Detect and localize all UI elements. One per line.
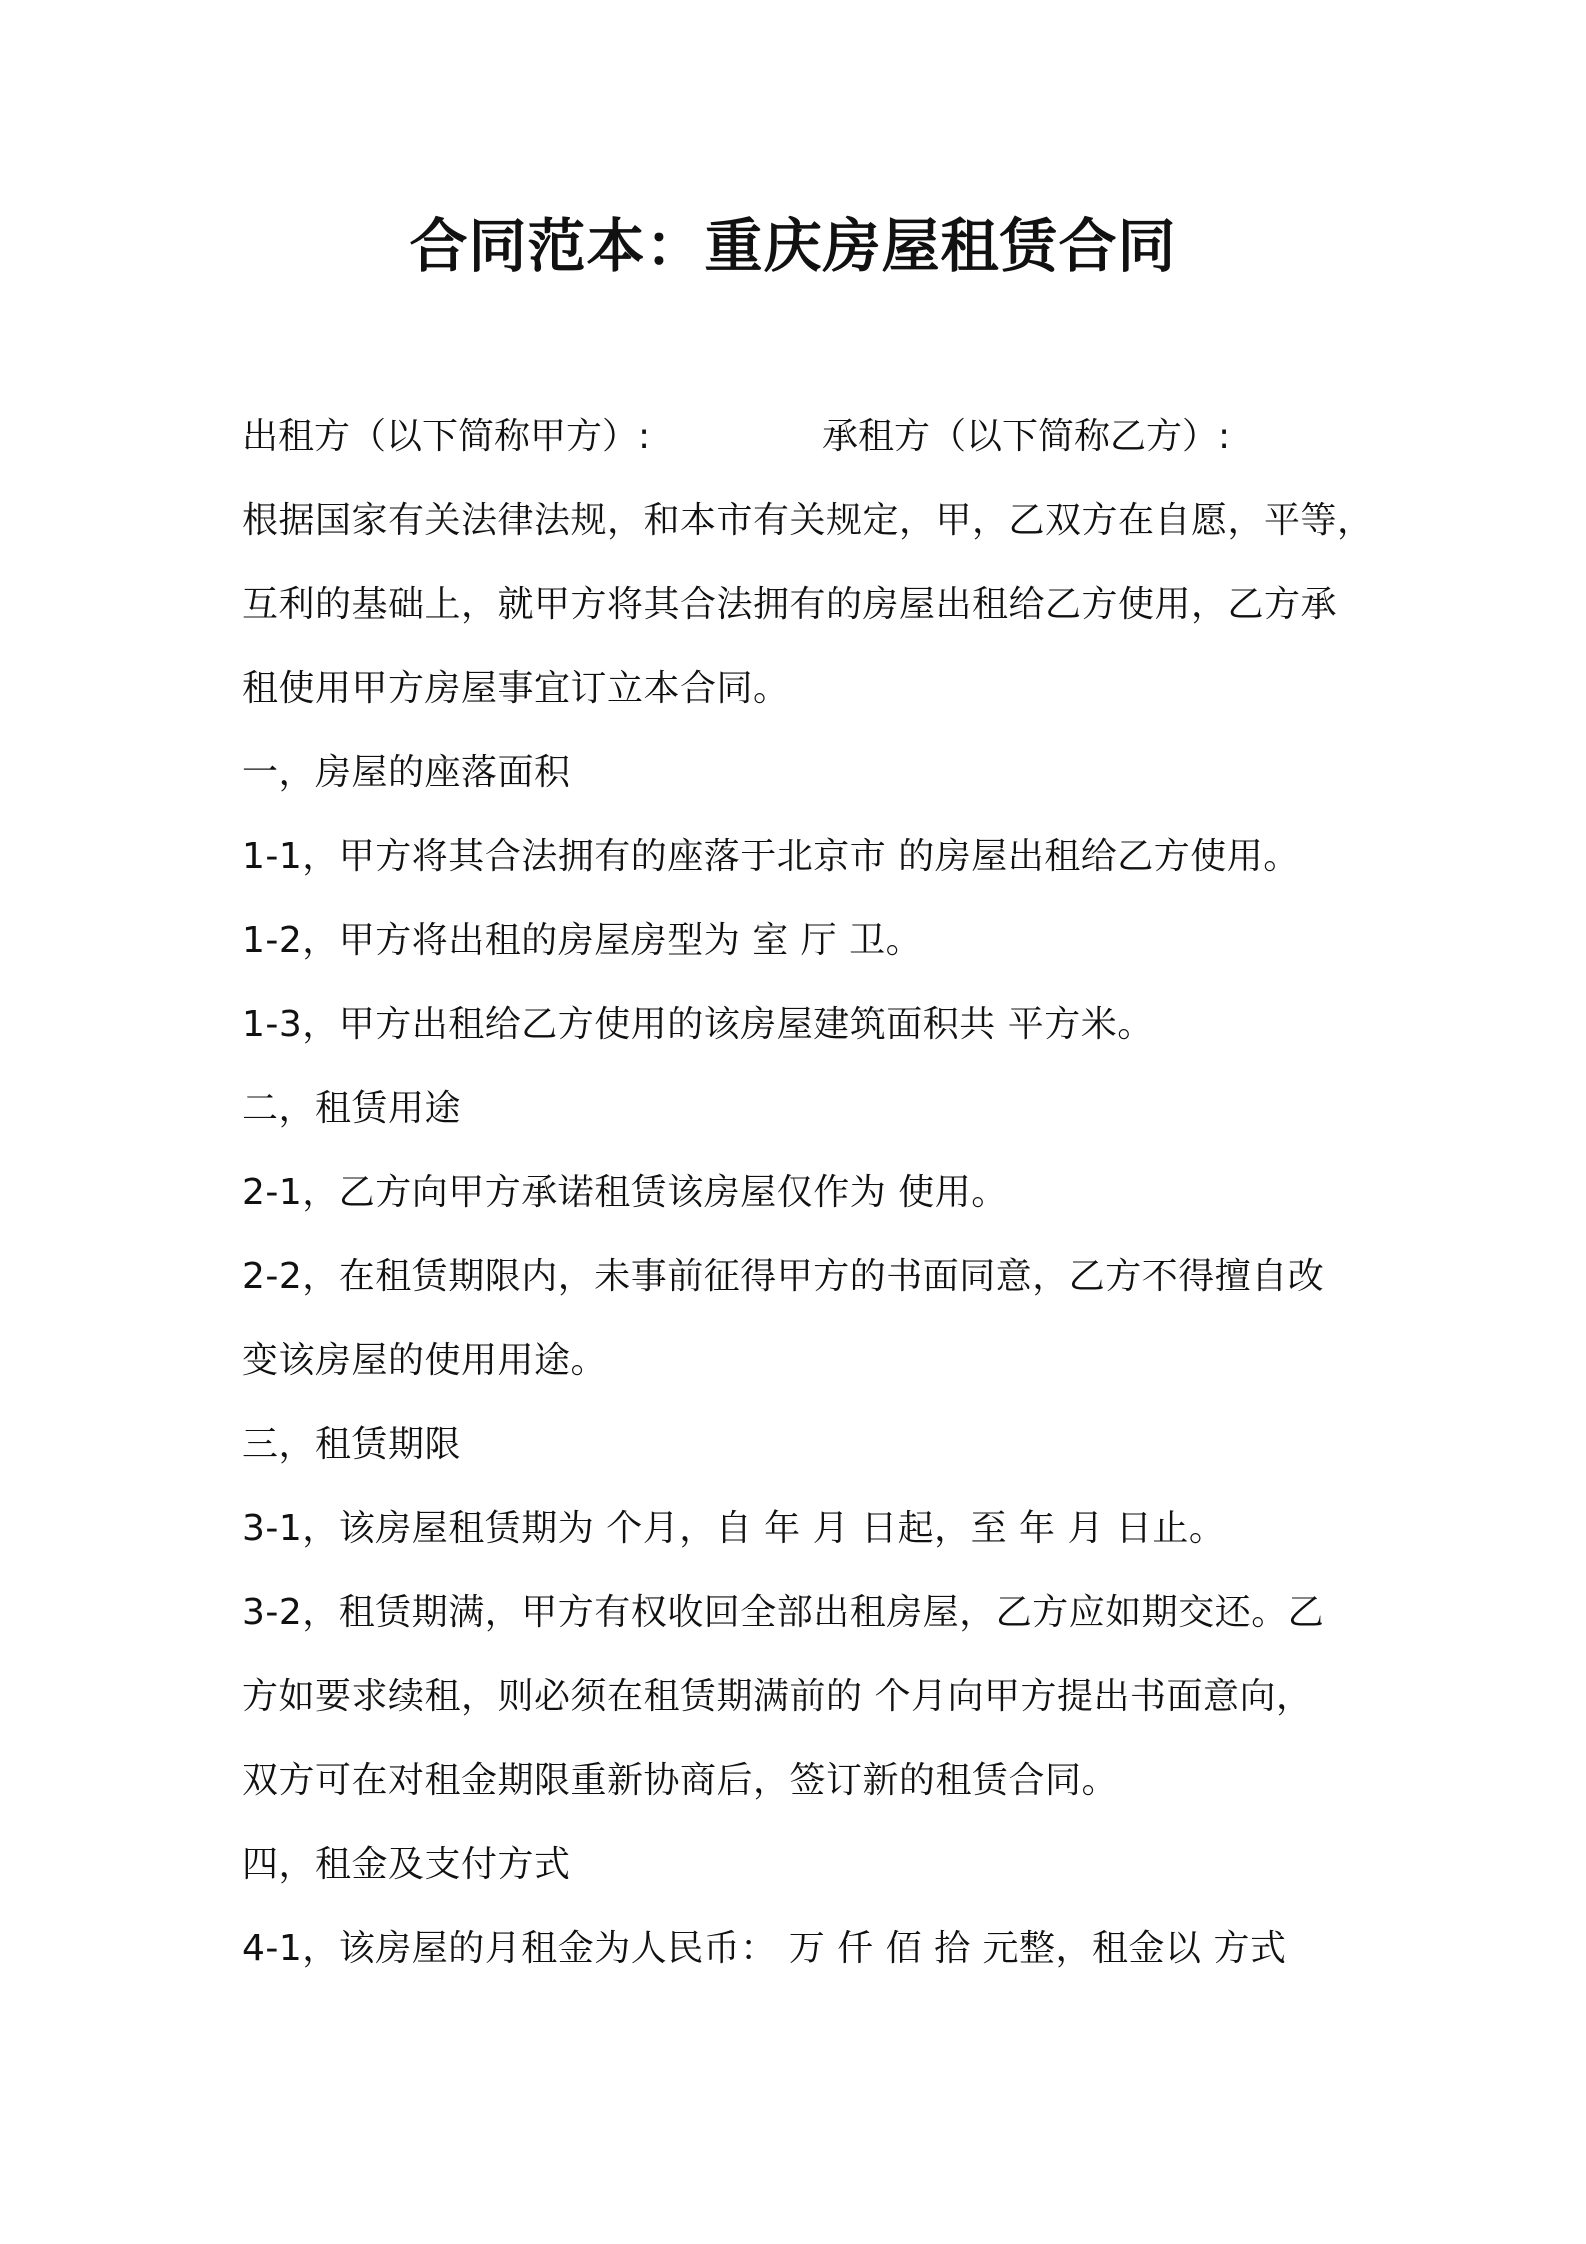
clause-line: 3-2，租赁期满，甲方有权收回全部出租房屋，乙方应如期交还。乙	[242, 1592, 1325, 1633]
section-heading: 三，租赁期限	[242, 1424, 462, 1465]
section-heading: 四，租金及支付方式	[242, 1844, 571, 1885]
lessee-label: 承租方（以下简称乙方）:	[822, 416, 1231, 457]
clause-line: 1-3，甲方出租给乙方使用的该房屋建筑面积共 平方米。	[242, 1004, 1154, 1045]
document-title: 合同范本：重庆房屋租赁合同	[409, 212, 1177, 280]
section-heading: 二，租赁用途	[242, 1088, 462, 1129]
clause-line: 方如要求续租，则必须在租赁期满前的 个月向甲方提出书面意向，	[242, 1676, 1313, 1717]
clause-line: 双方可在对租金期限重新协商后，签订新的租赁合同。	[242, 1760, 1119, 1801]
clause-line: 1-1，甲方将其合法拥有的座落于北京市 的房屋出租给乙方使用。	[242, 836, 1300, 877]
clause-line: 变该房屋的使用用途。	[242, 1340, 608, 1381]
clause-line: 2-1，乙方向甲方承诺租赁该房屋仅作为 使用。	[242, 1172, 1008, 1213]
clause-line: 3-1，该房屋租赁期为 个月，自 年 月 日起，至 年 月 日止。	[242, 1508, 1226, 1549]
body-line: 租使用甲方房屋事宜订立本合同。	[242, 668, 790, 709]
section-heading: 一，房屋的座落面积	[242, 752, 571, 793]
lessor-label: 出租方（以下简称甲方）:	[242, 416, 651, 457]
clause-line: 4-1，该房屋的月租金为人民币： 万 仟 佰 拾 元整，租金以 方式	[242, 1928, 1287, 1969]
body-line: 根据国家有关法律法规，和本市有关规定，甲，乙双方在自愿，平等，	[242, 500, 1374, 541]
clause-line: 1-2，甲方将出租的房屋房型为 室 厅 卫。	[242, 920, 923, 961]
body-line: 互利的基础上，就甲方将其合法拥有的房屋出租给乙方使用，乙方承	[242, 584, 1338, 625]
clause-line: 2-2，在租赁期限内，未事前征得甲方的书面同意，乙方不得擅自改	[242, 1256, 1325, 1297]
